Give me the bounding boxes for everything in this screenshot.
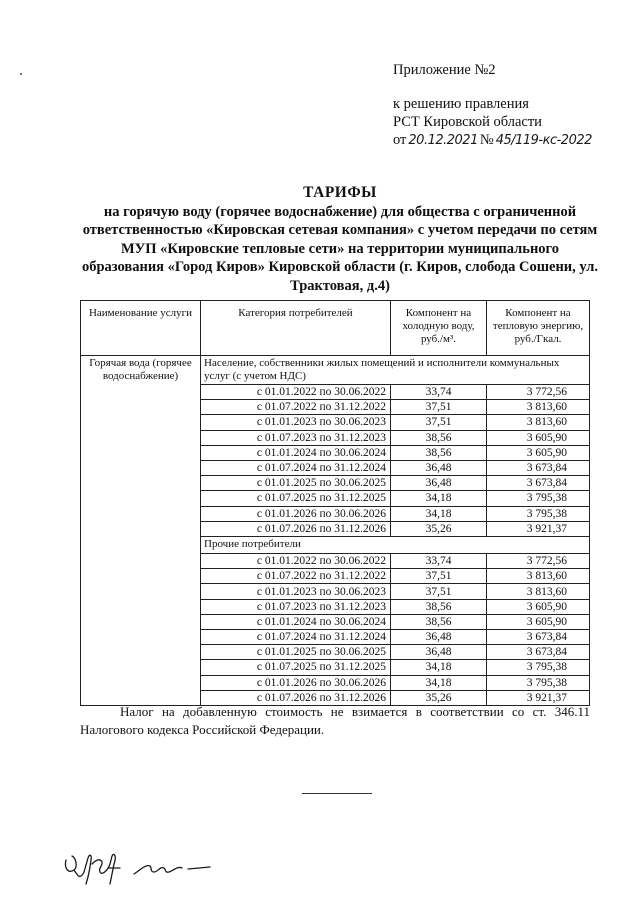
period-cell: с 01.07.2024 по 31.12.2024 — [201, 630, 391, 645]
handwritten-date: 20.12.2021 — [408, 133, 478, 148]
cold-water-value-cell: 33,74 — [391, 554, 487, 569]
heat-value-cell: 3 813,60 — [487, 415, 590, 430]
period-cell: с 01.01.2023 по 30.06.2023 — [201, 584, 391, 599]
heat-value-cell: 3 795,38 — [487, 491, 590, 506]
heat-value-cell: 3 673,84 — [487, 645, 590, 660]
heat-value-cell: 3 605,90 — [487, 614, 590, 629]
header-heat: Компонент на тепловую энергию, руб./Гкал. — [487, 301, 590, 356]
period-cell: с 01.01.2023 по 30.06.2023 — [201, 415, 391, 430]
header-service: Наименование услуги — [81, 301, 201, 356]
cold-water-value-cell: 36,48 — [391, 645, 487, 660]
annex-line-authority: РСТ Кировской области — [393, 114, 542, 130]
heat-value-cell: 3 813,60 — [487, 400, 590, 415]
cold-water-value-cell: 38,56 — [391, 614, 487, 629]
table-header-row — [81, 301, 590, 356]
cold-water-value-cell: 35,26 — [391, 690, 487, 705]
cold-water-value-cell: 34,18 — [391, 506, 487, 521]
period-cell: с 01.07.2025 по 31.12.2025 — [201, 660, 391, 675]
cold-water-value-cell: 36,48 — [391, 476, 487, 491]
heat-value-cell: 3 795,38 — [487, 675, 590, 690]
heat-value-cell: 3 673,84 — [487, 630, 590, 645]
heat-value-cell: 3 772,56 — [487, 554, 590, 569]
document-title — [80, 184, 600, 295]
heat-value-cell: 3 795,38 — [487, 660, 590, 675]
annex-line-date-number — [393, 131, 592, 150]
period-cell: с 01.01.2024 по 30.06.2024 — [201, 614, 391, 629]
period-cell: с 01.01.2026 по 30.06.2026 — [201, 506, 391, 521]
consumer-category-cell: Население, собственники жилых помещений и исполнители коммунальных услуг (с учетом НДС) — [201, 356, 590, 385]
heat-value-cell: 3 605,90 — [487, 445, 590, 460]
cold-water-value-cell: 37,51 — [391, 415, 487, 430]
handwritten-number: 45/119-кс-2022 — [495, 133, 592, 148]
title-main: ТАРИФЫ — [303, 184, 377, 201]
period-cell: с 01.01.2022 по 30.06.2022 — [201, 554, 391, 569]
heat-value-cell: 3 921,37 — [487, 521, 590, 536]
header-category: Категория потребителей — [201, 301, 391, 356]
cold-water-value-cell: 37,51 — [391, 400, 487, 415]
cold-water-value-cell: 34,18 — [391, 675, 487, 690]
vat-note: Налог на добавленную стоимость не взимается в соответствии со ст. 346.11 Налогового кодекса Российской Федерации. — [80, 704, 590, 737]
heat-value-cell: 3 813,60 — [487, 569, 590, 584]
period-cell: с 01.01.2025 по 30.06.2025 — [201, 476, 391, 491]
cold-water-value-cell: 37,51 — [391, 584, 487, 599]
cold-water-value-cell: 35,26 — [391, 521, 487, 536]
cold-water-value-cell: 38,56 — [391, 599, 487, 614]
cold-water-value-cell: 37,51 — [391, 569, 487, 584]
period-cell: с 01.01.2026 по 30.06.2026 — [201, 675, 391, 690]
period-cell: с 01.07.2025 по 31.12.2025 — [201, 491, 391, 506]
period-cell: с 01.07.2022 по 31.12.2022 — [201, 400, 391, 415]
period-cell: с 01.07.2022 по 31.12.2022 — [201, 569, 391, 584]
period-cell: с 01.01.2024 по 30.06.2024 — [201, 445, 391, 460]
period-cell: с 01.01.2025 по 30.06.2025 — [201, 645, 391, 660]
cold-water-value-cell: 38,56 — [391, 445, 487, 460]
heat-value-cell: 3 605,90 — [487, 599, 590, 614]
service-name-cell: Горячая вода (горячее водоснабжение) — [81, 356, 201, 706]
consumer-category-cell: Прочие потребители — [201, 536, 590, 553]
title-subtitle: на горячую воду (горячее водоснабжение) для общества с ограниченной ответственностью «Кировская сетевая компания» с учетом передачи по сетям МУП «Кировские тепловые сети» на территории муниципального образования «Город Киров» Кировской области (г. Киров, слобода Сошени, ул. Трактовая, д.4) — [81, 203, 599, 294]
date-prefix: от — [393, 132, 407, 148]
cold-water-value-cell: 33,74 — [391, 385, 487, 400]
header-cold-water: Компонент на холодную воду, руб./м³. — [391, 301, 487, 356]
heat-value-cell: 3 813,60 — [487, 584, 590, 599]
period-cell: с 01.07.2023 по 31.12.2023 — [201, 430, 391, 445]
cold-water-value-cell: 34,18 — [391, 660, 487, 675]
heat-value-cell: 3 921,37 — [487, 690, 590, 705]
period-cell: с 01.07.2026 по 31.12.2026 — [201, 690, 391, 705]
period-cell: с 01.07.2026 по 31.12.2026 — [201, 521, 391, 536]
cold-water-value-cell: 34,18 — [391, 491, 487, 506]
handwritten-signature-icon — [62, 850, 222, 895]
heat-value-cell: 3 605,90 — [487, 430, 590, 445]
cold-water-value-cell: 38,56 — [391, 430, 487, 445]
divider-line — [302, 793, 372, 794]
period-cell: с 01.07.2023 по 31.12.2023 — [201, 599, 391, 614]
heat-value-cell: 3 673,84 — [487, 476, 590, 491]
heat-value-cell: 3 673,84 — [487, 460, 590, 475]
category-row — [81, 356, 590, 385]
heat-value-cell: 3 795,38 — [487, 506, 590, 521]
annex-line-decision: к решению правления — [393, 96, 529, 112]
cold-water-value-cell: 36,48 — [391, 630, 487, 645]
period-cell: с 01.01.2022 по 30.06.2022 — [201, 385, 391, 400]
heat-value-cell: 3 772,56 — [487, 385, 590, 400]
number-sign: № — [479, 132, 494, 148]
annex-title: Приложение №2 — [393, 62, 496, 78]
period-cell: с 01.07.2024 по 31.12.2024 — [201, 460, 391, 475]
cold-water-value-cell: 36,48 — [391, 460, 487, 475]
scan-speck — [20, 73, 22, 75]
tariffs-table — [80, 300, 590, 706]
